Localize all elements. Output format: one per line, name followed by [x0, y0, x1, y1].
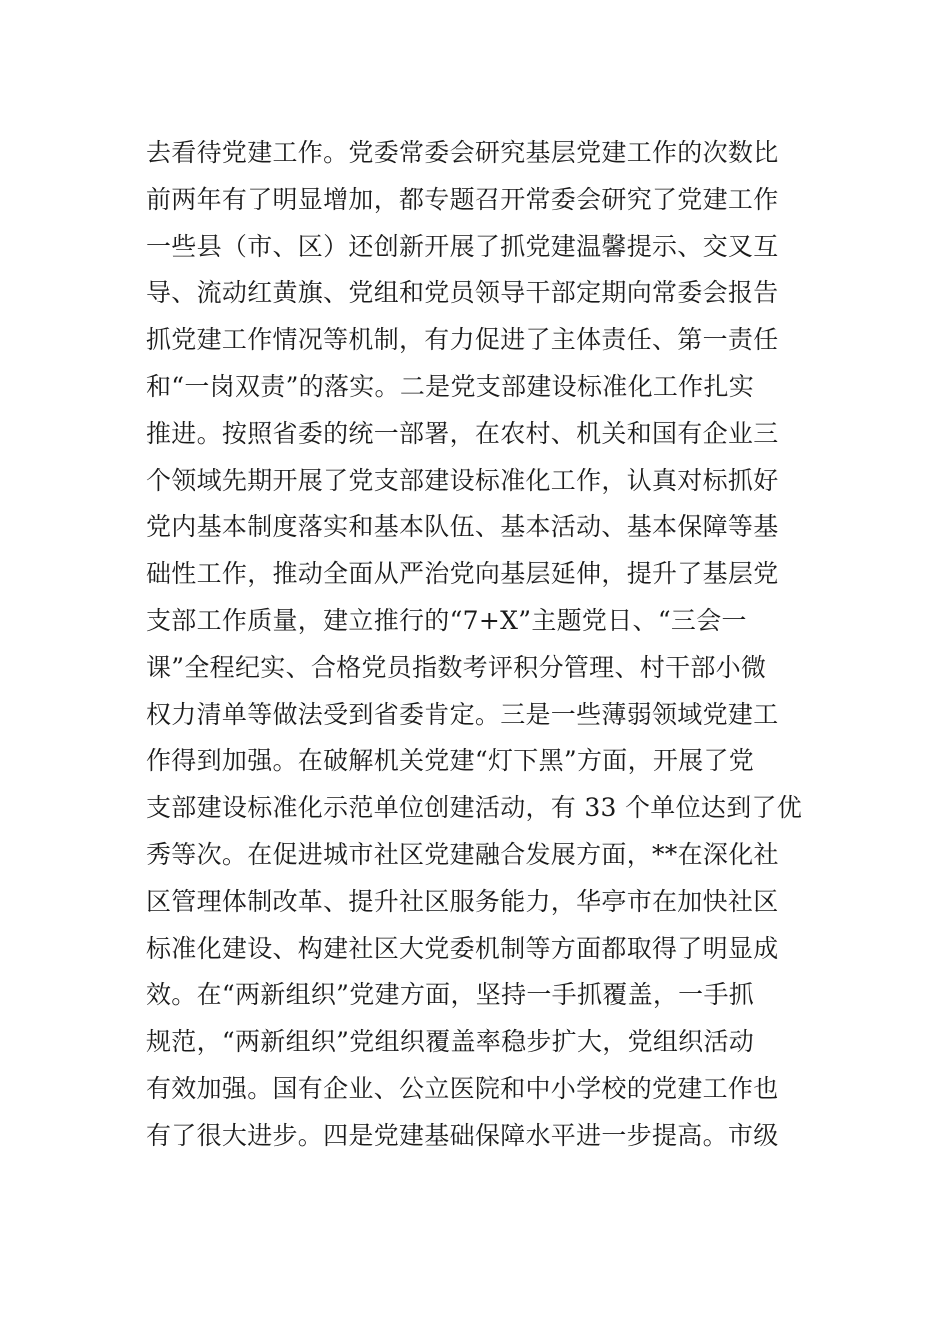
text-line: 一些县（市、区）还创新开展了抓党建温馨提示、交叉互 [146, 231, 779, 261]
text-line: 推进。按照省委的统一部署，在农村、机关和国有企业三 [146, 418, 779, 448]
text-line: 权力清单等做法受到省委肯定。三是一些薄弱领域党建工 [146, 699, 779, 729]
text-line: 支部建设标准化示范单位创建活动，有 33 个单位达到了优 [146, 793, 803, 823]
text-line: 前两年有了明显增加，都专题召开常委会研究了党建工作 [146, 184, 779, 214]
text-line: 个领域先期开展了党支部建设标准化工作，认真对标抓好 [146, 465, 779, 495]
text-line: 规范，“两新组织”党组织覆盖率稳步扩大，党组织活动 [146, 1027, 755, 1057]
text-line: 作得到加强。在破解机关党建“灯下黑”方面，开展了党 [146, 746, 755, 776]
body-text [146, 130, 816, 1160]
text-line: 效。在“两新组织”党建方面，坚持一手抓覆盖，一手抓 [146, 980, 755, 1010]
text-line: 去看待党建工作。党委常委会研究基层党建工作的次数比 [146, 138, 779, 167]
text-line: 区管理体制改革、提升社区服务能力，华亭市在加快社区 [146, 886, 779, 916]
text-line: 标准化建设、构建社区大党委机制等方面都取得了明显成 [146, 933, 779, 963]
text-line: 党内基本制度落实和基本队伍、基本活动、基本保障等基 [146, 512, 779, 542]
text-line: 课”全程纪实、合格党员指数考评积分管理、村干部小微 [146, 652, 767, 682]
text-line: 有了很大进步。四是党建基础保障水平进一步提高。市级 [146, 1120, 779, 1150]
text-line: 导、流动红黄旗、党组和党员领导干部定期向常委会报告 [146, 278, 779, 308]
text-line: 抓党建工作情况等机制，有力促进了主体责任、第一责任 [146, 325, 779, 355]
text-line: 支部工作质量，建立推行的“7+X”主题党日、“三会一 [146, 605, 747, 635]
text-line: 础性工作，推动全面从严治党向基层延伸，提升了基层党 [146, 559, 779, 589]
text-line: 有效加强。国有企业、公立医院和中小学校的党建工作也 [146, 1073, 779, 1103]
text-line: 秀等次。在促进城市社区党建融合发展方面，**在深化社 [146, 839, 779, 869]
text-line: 和“一岗双责”的落实。二是党支部建设标准化工作扎实 [146, 371, 755, 401]
